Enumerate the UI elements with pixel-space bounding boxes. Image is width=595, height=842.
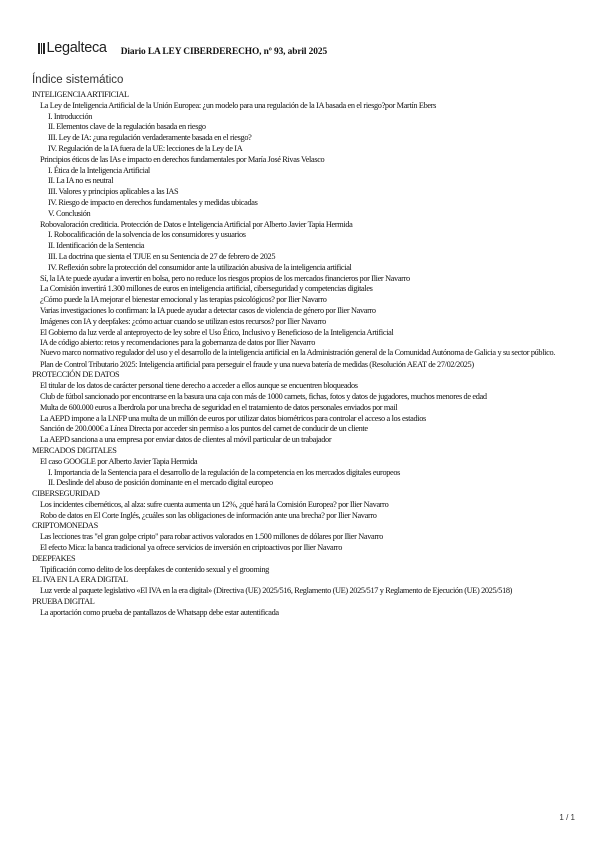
index-title: Índice sistemático (32, 74, 124, 86)
toc-section-heading: CRIPTOMONEDAS (32, 521, 98, 531)
toc-subsection-link[interactable]: IV. Regulación de la IA fuera de la UE: lecciones de la Ley de IA (48, 143, 243, 153)
toc-subsection-link[interactable]: I. Introducción (48, 111, 93, 121)
toc-article-link[interactable]: Tipificación como delito de los deepfakes de contenido sexual y el grooming (40, 564, 269, 574)
logo-bars-icon (38, 43, 45, 54)
toc-article-link[interactable]: Club de fútbol sancionado por encontrarse en la basura una caja con más de 1000 carnets, fichas, fotos y datos de jugadores, muchos menores de edad (40, 391, 487, 401)
toc-article-link[interactable]: Varias investigaciones lo confirman: la IA puede ayudar a detectar casos de violencia de género por Ilier Navarro (40, 305, 376, 315)
toc-section-heading: MERCADOS DIGITALES (32, 445, 117, 455)
toc-article-link[interactable]: El Gobierno da luz verde al anteproyecto de ley sobre el Uso Ético, Inclusivo y Beneficioso de la Inteligencia Artificial (40, 327, 394, 337)
toc-section-heading: EL IVA EN LA ERA DIGITAL (32, 575, 128, 585)
toc-article-link[interactable]: La AEPD sanciona a una empresa por enviar datos de clientes al móvil particular de un trabajador (40, 435, 332, 445)
toc-section-heading: PROTECCIÓN DE DATOS (32, 370, 120, 380)
toc-article-link[interactable]: Luz verde al paquete legislativo «El IVA en la era digital» (Directiva (UE) 2025/516, Reglamento (UE) 2025/517 y Reglamento de Ejecución (UE) 2025/518) (40, 586, 513, 596)
toc-article-link[interactable]: La Comisión invertirá 1.300 millones de euros en inteligencia artificial, ciberseguridad y competencias digitales (40, 284, 373, 294)
journal-title: Diario LA LEY CIBERDERECHO, nº 93, abril 2025 (120, 46, 328, 57)
toc-subsection-link[interactable]: IV. Riesgo de impacto en derechos fundamentales y medidas ubicadas (48, 197, 258, 207)
toc-subsection-link[interactable]: I. Ética de la Inteligencia Artificial (48, 165, 150, 175)
toc-subsection-link[interactable]: I. Robocalificación de la solvencia de los consumidores y usuarios (48, 230, 246, 240)
toc-article-link[interactable]: Las lecciones tras "el gran golpe cripto" para robar activos valorados en 1.500 millones de dólares por Ilier Navarro (40, 532, 383, 542)
toc-section-heading: INTELIGENCIA ARTIFICIAL (32, 90, 129, 99)
page-counter: 1 / 1 (559, 813, 575, 822)
table-of-contents (32, 90, 582, 619)
toc-article-link[interactable]: Robovaloración crediticia. Protección de Datos e Inteligencia Artificial por Alberto Javier Tapia Hermida (40, 219, 353, 229)
toc-subsection-link[interactable]: III. Ley de IA: ¿una regulación verdaderamente basada en el riesgo? (48, 133, 252, 143)
toc-article-link[interactable]: Sanción de 200.000€ a Línea Directa por acceder sin permiso a los puntos del carnet de conducir de un cliente (40, 424, 368, 434)
toc-section-heading: DEEPFAKES (32, 553, 76, 563)
toc-article-link[interactable]: Multa de 600.000 euros a Iberdrola por una brecha de seguridad en el tratamiento de datos personales enviados por mail (40, 402, 398, 412)
toc-article-link[interactable]: Plan de Control Tributario 2025: Inteligencia artificial para perseguir el fraude y una nueva batería de medidas (Resolución AEAT de 27/02/2025) (40, 359, 474, 369)
toc-article-link[interactable]: La Ley de Inteligencia Artificial de la Unión Europea: ¿un modelo para una regulación de la IA basada en el riesgo?por Martín Ebers (40, 100, 437, 110)
toc-article-link[interactable]: Los incidentes cibernéticos, al alza: sufre cuenta aumenta un 12%, ¿qué hará la Comisión Europea? por Ilier Navarro (40, 499, 389, 509)
toc-article-link[interactable]: El titular de los datos de carácter personal tiene derecho a acceder a ellos aunque se encuentren bloqueados (40, 381, 358, 391)
toc-article-link[interactable]: El efecto Mica: la banca tradicional ya ofrece servicios de inversión en criptoactivos por Ilier Navarro (40, 543, 343, 553)
toc-subsection-link[interactable]: III. Valores y principios aplicables a las IAS (48, 187, 179, 197)
toc-subsection-link[interactable]: II. La IA no es neutral (48, 176, 114, 186)
toc-article-link[interactable]: Robo de datos en El Corte Inglés, ¿cuáles son las obligaciones de información ante una brecha? por Ilier Navarro (40, 510, 377, 520)
toc-subsection-link[interactable]: V. Conclusión (48, 208, 91, 218)
toc-section-heading: CIBERSEGURIDAD (32, 489, 100, 499)
page-header (38, 40, 327, 57)
logo-text: Legalteca (46, 40, 107, 56)
toc-article-link[interactable]: IA de código abierto: retos y recomendaciones para la gobernanza de datos por Ilier Navarro (40, 338, 316, 348)
toc-article-link[interactable]: La AEPD impone a la LNFP una multa de un millón de euros por utilizar datos biométricos para controlar el acceso a los estadios (40, 413, 426, 423)
toc-subsection-link[interactable]: IV. Reflexión sobre la protección del consumidor ante la utilización abusiva de la inteligencia artificial (48, 262, 352, 272)
toc-article-link[interactable]: Sí, la IA te puede ayudar a invertir en bolsa, pero no reduce los riesgos propios de los mercados financieros por Ilier Navarro (40, 273, 410, 283)
toc-subsection-link[interactable]: I. Importancia de la Sentencia para el desarrollo de la regulación de la competencia en los mercados digitales europeos (48, 467, 401, 477)
toc-subsection-link[interactable]: II. Identificación de la Sentencia (48, 241, 145, 251)
toc-subsection-link[interactable]: II. Deslinde del abuso de posición dominante en el mercado digital europeo (48, 478, 273, 488)
toc-article-link[interactable]: La aportación como prueba de pantallazos de Whatsapp debe estar autentificada (40, 607, 279, 617)
toc-subsection-link[interactable]: III. La doctrina que sienta el TJUE en su Sentencia de 27 de febrero de 2025 (48, 251, 276, 261)
toc-subsection-link[interactable]: II. Elementos clave de la regulación basada en riesgo (48, 122, 206, 132)
legalteca-logo (38, 40, 107, 56)
toc-article-link[interactable]: Principios éticos de las IAs e impacto en derechos fundamentales por María José Rivas Velasco (40, 154, 325, 164)
toc-section-heading: PRUEBA DIGITAL (32, 597, 95, 607)
toc-article-link[interactable]: El caso GOOGLE por Alberto Javier Tapia Hermida (40, 456, 198, 466)
toc-article-link[interactable]: ¿Cómo puede la IA mejorar el bienestar emocional y las terapias psicológicos? por Ilier Navarro (40, 295, 327, 305)
toc-article-link[interactable]: Nuevo marco normativo regulador del uso y el desarrollo de la inteligencia artificial en la Administración general de la Comunidad Autónoma de Galicia y su sector público. (40, 348, 555, 358)
toc-article-link[interactable]: Imágenes con IA y deepfakes: ¿cómo actuar cuando se utilizan estos recursos? por Ilier Navarro (40, 316, 326, 326)
